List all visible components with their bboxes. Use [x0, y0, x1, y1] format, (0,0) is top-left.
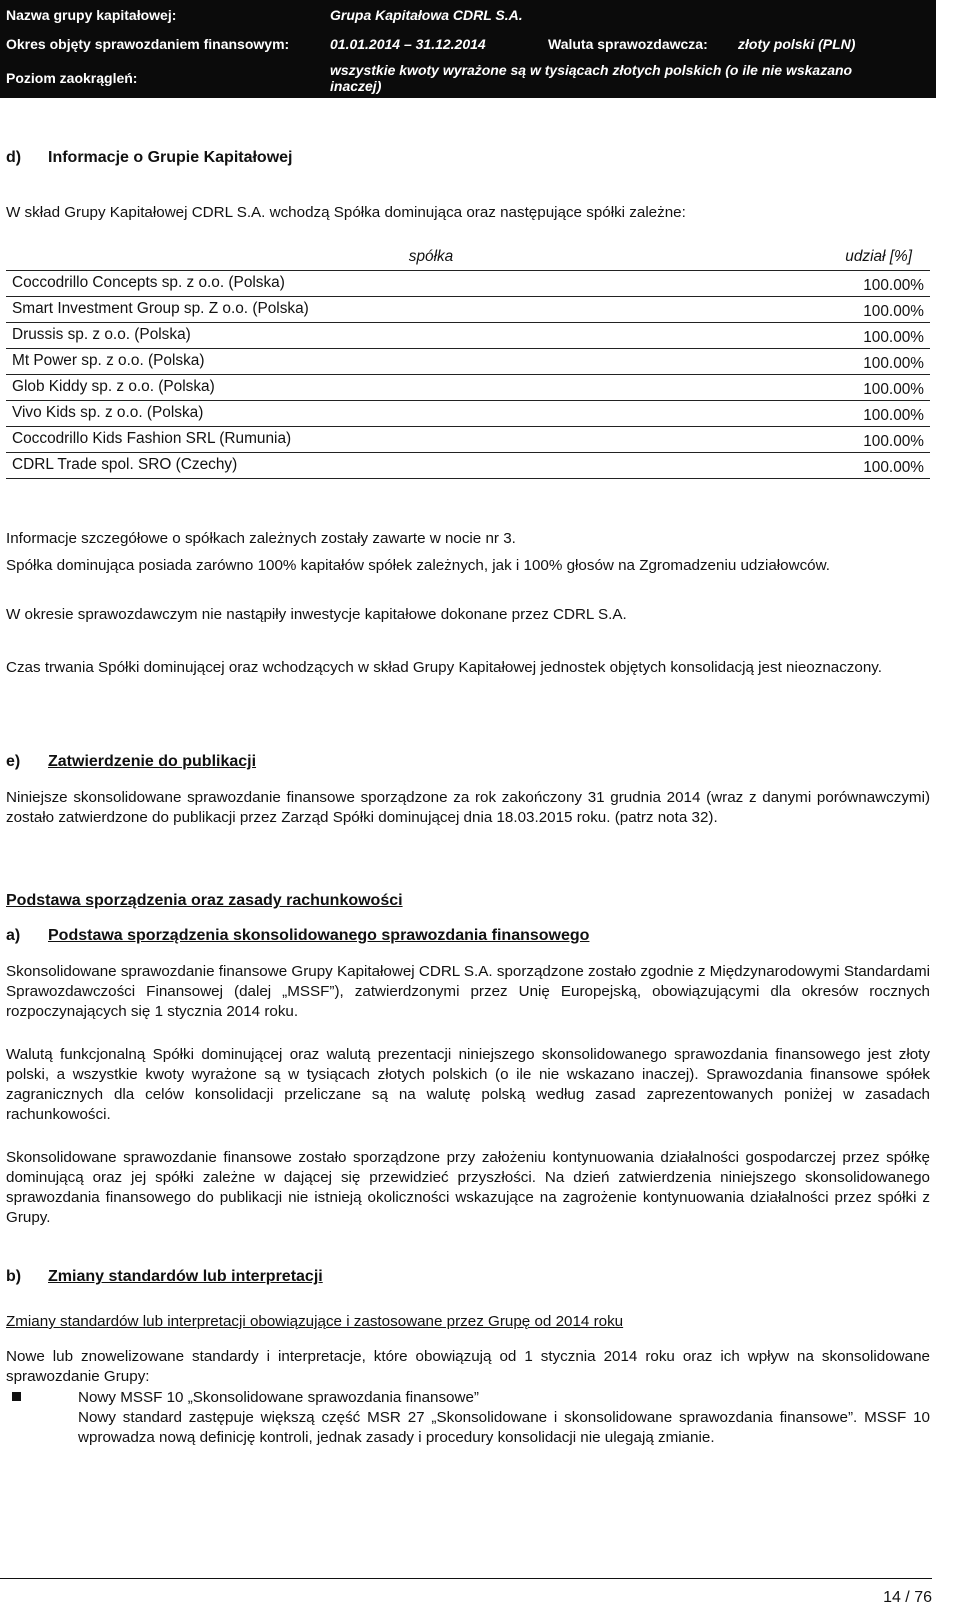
rounding-value: wszystkie kwoty wyrażone są w tysiącach złotych polskich (o ile nie wskazano inaczej): [330, 62, 853, 94]
col-share-header: udział [%]: [756, 244, 930, 270]
section-d-note-ref: Informacje szczegółowe o spółkach zależnych zostały zawarte w nocie nr 3.: [6, 530, 516, 547]
standard-list-item: [6, 1388, 930, 1448]
company-name: Glob Kiddy sp. z o.o. (Polska): [6, 374, 756, 400]
footer-divider: [0, 1578, 932, 1579]
section-d-duration: Czas trwania Spółki dominującej oraz wchodzących w skład Grupy Kapitałowej jednostek objętych konsolidacją jest nieoznaczony.: [6, 659, 882, 676]
company-share: 100.00%: [756, 400, 930, 426]
company-share: 100.00%: [756, 348, 930, 374]
section-d-heading: [6, 148, 930, 168]
header-row-group: [0, 0, 936, 30]
basis-currency: Walutą funkcjonalną Spółki dominującej oraz walutą prezentacji niniejszego skonsolidowanego sprawozdania finansowego jest złoty polski, a wszystkie kwoty wyrażone są w tysiącach złotych polskich (o ile nie wskazano inaczej). Sprawozdania finansowe spółek zagranicznych dla celów konsolidacji przeliczane są na walutę polską według zasad zaprezentowanych poniżej w zasadach rachunkowości.: [6, 1046, 930, 1123]
subsection-b-subtitle: Zmiany standardów lub interpretacji obowiązujące i zastosowane przez Grupę od 2014 roku: [6, 1313, 624, 1330]
subsection-a-title: Podstawa sporządzenia skonsolidowanego sprawozdania finansowego: [48, 927, 590, 944]
subsection-b-heading: [6, 1267, 930, 1287]
table-row: [6, 374, 930, 400]
section-d-intro: W skład Grupy Kapitałowej CDRL S.A. wchodzą Spółka dominująca oraz następujące spółki zależne:: [6, 204, 686, 221]
company-name: Smart Investment Group sp. Z o.o. (Polska): [6, 296, 756, 322]
table-row: [6, 348, 930, 374]
basis-going-concern: Skonsolidowane sprawozdanie finansowe zostało sporządzone przy założeniu kontynuowania działalności gospodarczej przez spółkę dominującą oraz jej spółki zależne w dającej się przewidzieć przyszłości. Na dzień zatwierdzenia niniejszego skonsolidowanego sprawozdania finansowego do publikacji nie istnieją okoliczności wskazujące na zagrożenie kontynuowania działalności przez spółki z Grupy.: [6, 1149, 930, 1226]
rounding-label: Poziom zaokrągleń:: [6, 70, 138, 86]
section-d-investments: W okresie sprawozdawczym nie nastąpiły inwestycje kapitałowe dokonane przez CDRL S.A.: [6, 606, 627, 623]
square-bullet-icon: [12, 1392, 21, 1401]
standards-intro: Nowe lub znowelizowane standardy i interpretacje, które obowiązują od 1 stycznia 2014 roku oraz ich wpływ na skonsolidowane sprawozdanie Grupy:: [6, 1348, 930, 1385]
section-e-title: Zatwierdzenie do publikacji: [48, 753, 257, 770]
header-row-period: [0, 30, 936, 58]
company-name: Drussis sp. z o.o. (Polska): [6, 322, 756, 348]
section-e-letter: e): [6, 753, 21, 770]
basis-heading: Podstawa sporządzenia oraz zasady rachunkowości: [6, 892, 403, 909]
table-row: [6, 426, 930, 452]
table-row: [6, 322, 930, 348]
col-company-header: spółka: [6, 244, 756, 270]
section-d-title: Informacje o Grupie Kapitałowej: [48, 149, 293, 166]
table-header-row: [6, 244, 930, 270]
company-share: 100.00%: [756, 322, 930, 348]
company-share: 100.00%: [756, 452, 930, 478]
company-name: Vivo Kids sp. z o.o. (Polska): [6, 400, 756, 426]
basis-compliance: Skonsolidowane sprawozdanie finansowe Grupy Kapitałowej CDRL S.A. sporządzone zostało zgodnie z Międzynarodowymi Standardami Sprawozdawczości Finansowej (dalej „MSSF”), zatwierdzonymi przez Unię Europejską, obowiązującymi dla okresów rocznych rozpoczynających się 1 stycznia 2014 roku.: [6, 963, 930, 1020]
company-share: 100.00%: [756, 374, 930, 400]
section-d-ownership: Spółka dominująca posiada zarówno 100% kapitałów spółek zależnych, jak i 100% głosów na Zgromadzeniu udziałowców.: [6, 557, 830, 574]
bullet-title: Nowy MSSF 10 „Skonsolidowane sprawozdania finansowe”: [78, 1389, 479, 1406]
page-number: 14 / 76: [883, 1589, 932, 1606]
subsidiaries-table: [6, 244, 930, 479]
table-row: [6, 452, 930, 478]
section-e-approval: Niniejsze skonsolidowane sprawozdanie finansowe sporządzone za rok zakończony 31 grudnia 2014 (wraz z danymi porównawczymi) zostało zatwierdzone do publikacji przez Zarząd Spółki dominującej dnia 18.03.2015 roku. (patrz nota 32).: [6, 789, 930, 826]
company-share: 100.00%: [756, 426, 930, 452]
subsection-b-letter: b): [6, 1268, 22, 1285]
period-label: Okres objęty sprawozdaniem finansowym:: [6, 36, 290, 52]
company-share: 100.00%: [756, 270, 930, 296]
table-row: [6, 400, 930, 426]
group-value: Grupa Kapitałowa CDRL S.A.: [330, 7, 523, 23]
currency-label: Waluta sprawozdawcza:: [548, 36, 708, 52]
table-row: [6, 270, 930, 296]
table-row: [6, 296, 930, 322]
group-label: Nazwa grupy kapitałowej:: [6, 7, 177, 23]
company-share: 100.00%: [756, 296, 930, 322]
section-e-heading: [6, 752, 930, 772]
company-name: Mt Power sp. z o.o. (Polska): [6, 348, 756, 374]
bullet-body: Nowy standard zastępuje większą część MSR 27 „Skonsolidowane i skonsolidowane sprawozdania finansowe”. MSSF 10 wprowadza nową definicję kontroli, jednak zasady i procedury konsolidacji nie ulegają zmianie.: [78, 1409, 930, 1446]
currency-value: złoty polski (PLN): [738, 36, 856, 52]
subsection-b-title: Zmiany standardów lub interpretacji: [48, 1268, 323, 1285]
company-name: CDRL Trade spol. SRO (Czechy): [6, 452, 756, 478]
subsection-a-heading: [6, 926, 930, 946]
subsection-a-letter: a): [6, 927, 21, 944]
section-d-letter: d): [6, 149, 22, 166]
header-row-rounding: [0, 58, 936, 98]
company-name: Coccodrillo Concepts sp. z o.o. (Polska): [6, 270, 756, 296]
period-value: 01.01.2014 – 31.12.2014: [330, 36, 486, 52]
company-name: Coccodrillo Kids Fashion SRL (Rumunia): [6, 426, 756, 452]
report-header: [0, 0, 936, 98]
